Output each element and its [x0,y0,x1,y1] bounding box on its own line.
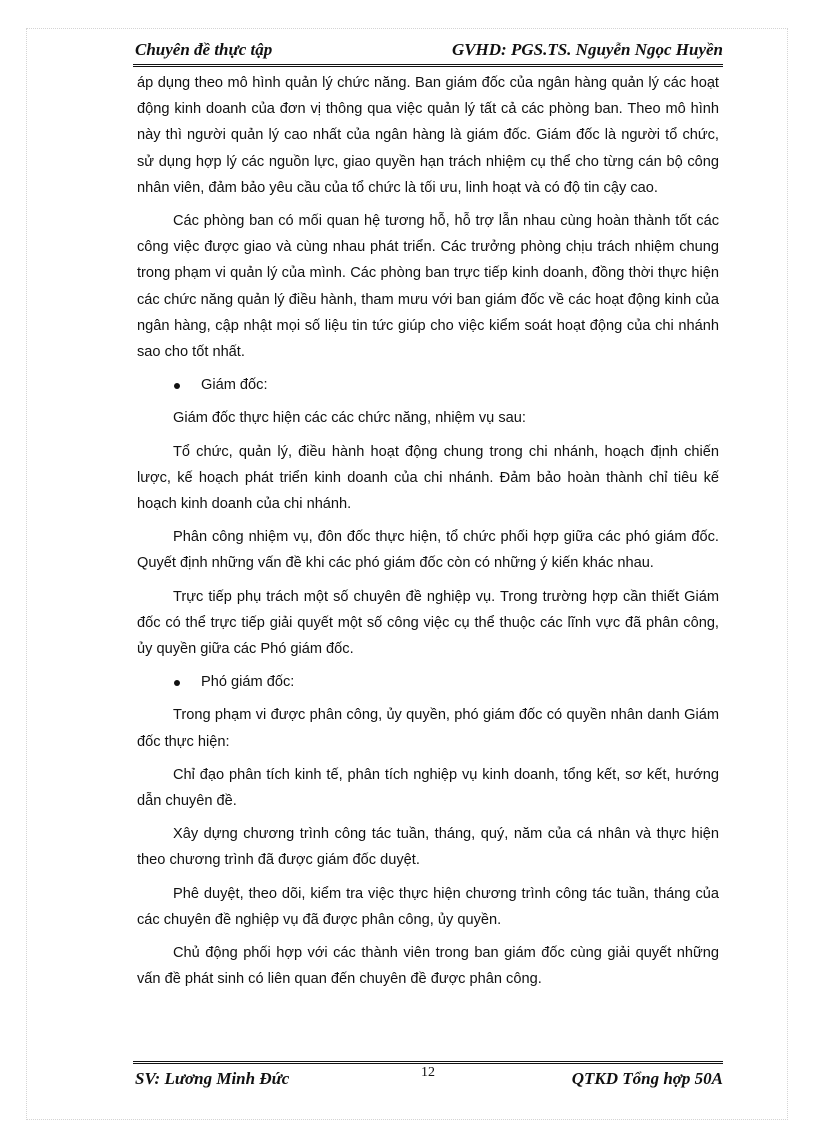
footer-class: QTKD Tổng hợp 50A [571,1069,723,1088]
bullet-label: Giám đốc: [201,377,268,394]
page-header [133,36,723,67]
footer-student: SV: Lương Minh Đức [135,1069,290,1088]
page-number: 12 [421,1065,435,1080]
bullet-label: Phó giám đốc: [201,674,295,691]
paragraph: áp dụng theo mô hình quản lý chức năng. Ban giám đốc của ngân hàng quản lý các hoạt động kinh doanh của đơn vị thông qua việc quản lý tất cả các phòng ban. Theo mô hình này thì người quản lý cao nhất của ngân hàng là giám đốc. Giám đốc là người tổ chức, sử dụng hợp lý các nguồn lực, giao quyền hạn trách nhiệm cụ thể cho từng cán bộ công nhân viên, đảm bảo yêu cầu của tổ chức là tối ưu, linh hoạt và có độ tin cậy cao. [137,75,719,196]
bullet-item-director [137,372,719,398]
document-body [137,70,719,1000]
paragraph: Tổ chức, quản lý, điều hành hoạt động chung trong chi nhánh, hoạch định chiến lược, kế hoạch phát triển kinh doanh của chi nhánh. Đảm bảo hoàn thành chỉ tiêu kế hoạch kinh doanh của chi nhánh. [137,443,719,513]
page-footer [133,1061,723,1094]
paragraph: Phân công nhiệm vụ, đôn đốc thực hiện, tổ chức phối hợp giữa các phó giám đốc. Quyết định những vấn đề khi các phó giám đốc còn có những ý kiến khác nhau. [137,529,719,572]
paragraph: Trực tiếp phụ trách một số chuyên đề nghiệp vụ. Trong trường hợp cần thiết Giám đốc có thể trực tiếp giải quyết một số công việc cụ thể thuộc các lĩnh vực đã phân công, ủy quyền giữa các Phó giám đốc. [137,588,719,658]
bullet-item-deputy-director [137,669,719,695]
paragraph: Xây dựng chương trình công tác tuần, tháng, quý, năm của cá nhân và thực hiện theo chương trình đã được giám đốc duyệt. [137,826,719,869]
bullet-icon [174,383,180,389]
header-supervisor: GVHD: PGS.TS. Nguyễn Ngọc Huyền [451,40,723,59]
paragraph: Giám đốc thực hiện các các chức năng, nhiệm vụ sau: [173,410,526,427]
paragraph: Phê duyệt, theo dõi, kiểm tra việc thực hiện chương trình công tác tuần, tháng của các chuyên đề nghiệp vụ đã được phân công, ủy quyền. [137,885,719,928]
header-title: Chuyên đề thực tập [135,40,273,59]
paragraph: Các phòng ban có mối quan hệ tương hỗ, hỗ trợ lẫn nhau cùng hoàn thành tốt các công việc được giao và cùng nhau phát triển. Các trưởng phòng chịu trách nhiệm chung trong phạm vi quản lý của mình. Các phòng ban trực tiếp kinh doanh, đồng thời thực hiện các chức năng quản lý điều hành, tham mưu với ban giám đốc về các hoạt động kinh của ngân hàng, cập nhật mọi số liệu tin tức giúp cho việc kiểm soát hoạt động của chi nhánh sao cho tốt nhất. [137,213,719,361]
paragraph: Chỉ đạo phân tích kinh tế, phân tích nghiệp vụ kinh doanh, tổng kết, sơ kết, hướng dẫn chuyên đề. [137,766,719,810]
paragraph: Trong phạm vi được phân công, ủy quyền, phó giám đốc có quyền nhân danh Giám đốc thực hiện: [137,707,719,750]
paragraph: Chủ động phối hợp với các thành viên trong ban giám đốc cùng giải quyết những vấn đề phát sinh có liên quan đến chuyên đề được phân công. [137,945,719,988]
bullet-icon [174,680,180,686]
